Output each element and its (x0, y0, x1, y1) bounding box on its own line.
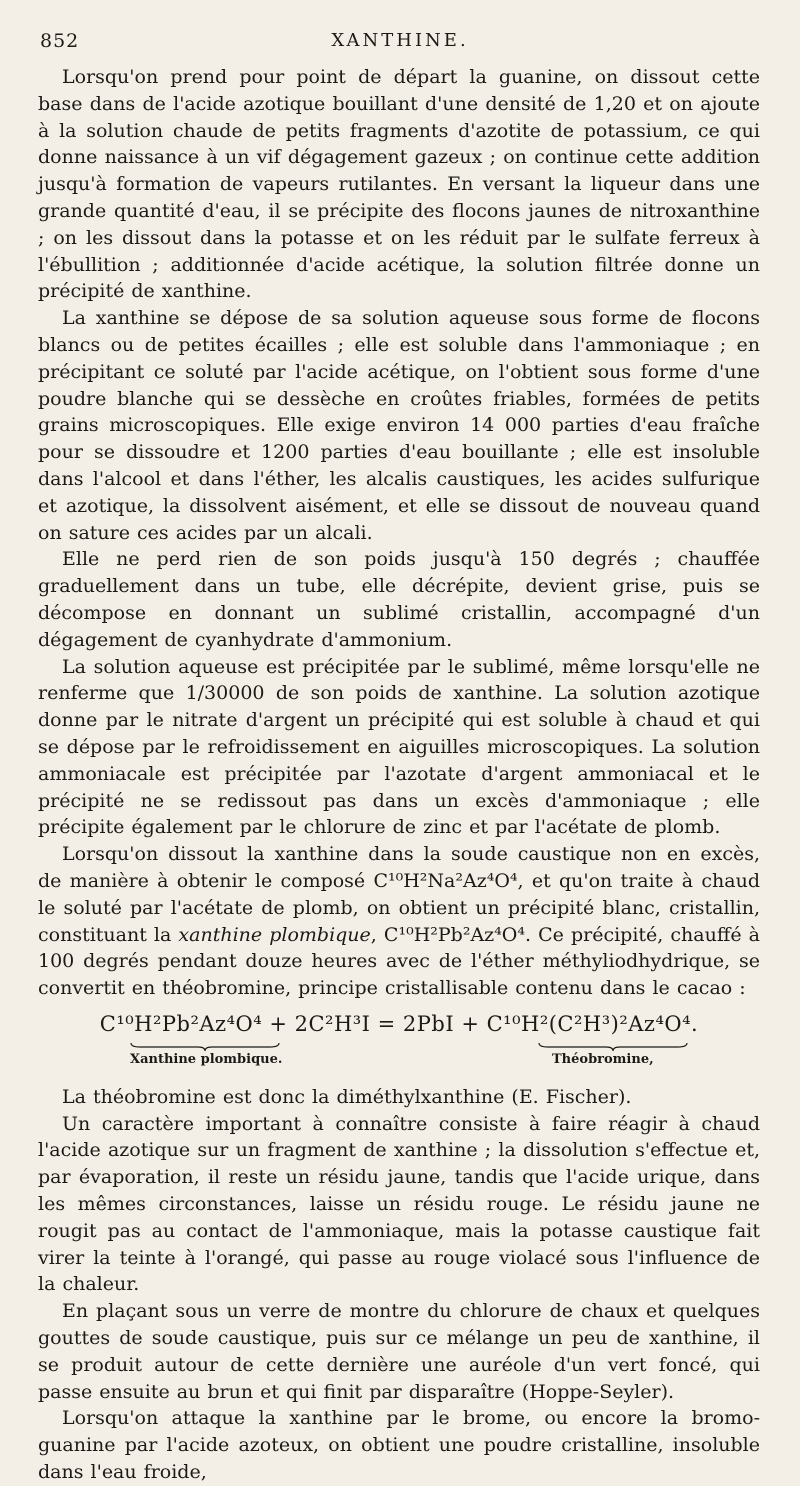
caption-theobromine: Théobromine, (552, 1051, 654, 1067)
paragraph: Lorsqu'on attaque la xanthine par le brome, ou encore la bromo-guanine par l'acide azoteux, on obtient une poudre cristalline, insoluble dans l'eau froide, (38, 1407, 760, 1484)
caption-xanthine-plombique: Xanthine plombique. (130, 1051, 283, 1067)
paragraph: Elle ne perd rien de son poids jusqu'à 150 degrés ; chauffée graduellement dans un tube, elle décrépite, devient grise, puis se décompose en donnant un sublimé cristallin, accompagné d'un dégagement de cyanhydrate d'ammonium. (38, 548, 760, 651)
paragraph-text: , C¹⁰H²Pb²Az⁴O⁴. Ce précipité, chauffé à 100 degrés pendant douze heures avec de l'éther méthyliodhydrique, se convertit en théobromine, principe cristallisable contenu dans le cacao : (38, 923, 761, 1000)
equation-formula: C¹⁰H²Pb²Az⁴O⁴ + 2C²H³I = 2PbI + C¹⁰H²(C²H³)²Az⁴O⁴. (99, 1011, 699, 1036)
paragraph: En plaçant sous un verre de montre du chlorure de chaux et quelques gouttes de soude caustique, puis sur ce mélange un peu de xanthine, il se produit autour de cette dernière une auréole d'un vert foncé, qui passe ensuite au brun et qui finit par disparaître (Hoppe-Seyler). (38, 1300, 760, 1403)
body-text (38, 64, 760, 1486)
underbrace-left (130, 1042, 280, 1052)
running-title: XANTHINE. (331, 30, 469, 51)
paragraph: Lorsqu'on prend pour point de départ la guanine, on dissout cette base dans de l'acide azotique bouillant d'une densité de 1,20 et on ajoute à la solution chaude de petits fragments d'azotite de potassium, ce qui donne naissance à un vif dégagement gazeux ; on continue cette addition jusqu'à formation de vapeurs rutilantes. En versant la liqueur dans une grande quantité d'eau, il se précipite des flocons jaunes de nitroxanthine ; on les dissout dans la potasse et on les réduit par le sulfate ferreux à l'ébullition ; additionnée d'acide acétique, la solution filtrée donne un précipité de xanthine. (38, 66, 760, 303)
page-header (40, 30, 760, 58)
underbrace-right (538, 1042, 688, 1052)
paragraph (38, 841, 760, 1002)
paragraph: La xanthine se dépose de sa solution aqueuse sous forme de flocons blancs ou de petites écailles ; elle est soluble dans l'ammoniaque ; en précipitant ce soluté par l'acide acétique, on l'obtient sous forme d'une poudre blanche qui se dessèche en croûtes friables, formées de petits grains microscopiques. Elle exige environ 14 000 parties d'eau fraîche pour se dissoudre et 1200 parties d'eau bouillante ; elle est insoluble dans l'alcool et dans l'éther, les alcalis caustiques, les acides sulfurique et azotique, la dissolvent aisément, et elle se dissout de nouveau quand on sature ces acides par un alcali. (38, 307, 760, 544)
italic-term: xanthine plombique (178, 923, 371, 946)
paragraph: Un caractère important à connaître consiste à faire réagir à chaud l'acide azotique sur un fragment de xanthine ; la dissolution s'effectue et, par évaporation, il reste un résidu jaune, tandis que l'acide urique, dans les mêmes circonstances, laisse un résidu rouge. Le résidu jaune ne rougit pas au contact de l'ammoniaque, mais la potasse caustique fait virer la teinte à l'orangé, qui passe au rouge violacé sous l'influence de la chaleur. (38, 1112, 760, 1296)
chemical-equation (38, 1012, 760, 1078)
paragraph: La solution aqueuse est précipitée par le sublimé, même lorsqu'elle ne renferme que 1/30000 de son poids de xanthine. La solution azotique donne par le nitrate d'argent un précipité qui est soluble à chaud et qui se dépose par le refroidissement en aiguilles microscopiques. La solution ammoniacale est précipitée par l'azotate d'argent ammoniacal et le précipité ne se redissout pas dans un excès d'ammoniaque ; elle précipite également par le chlorure de zinc et par l'acétate de plomb. (38, 655, 760, 839)
paragraph: La théobromine est donc la diméthylxanthine (E. Fischer). (62, 1085, 632, 1108)
page-number: 852 (40, 30, 80, 52)
paragraph-text: Lorsqu'on dissout la xanthine dans la soude caustique non en excès, de manière à obtenir le composé C¹⁰H²Na²Az⁴O⁴, et qu'on traite à chaud le soluté par l'acétate de plomb, on obtient un précipité blanc, cristallin, constituant la (38, 843, 760, 946)
